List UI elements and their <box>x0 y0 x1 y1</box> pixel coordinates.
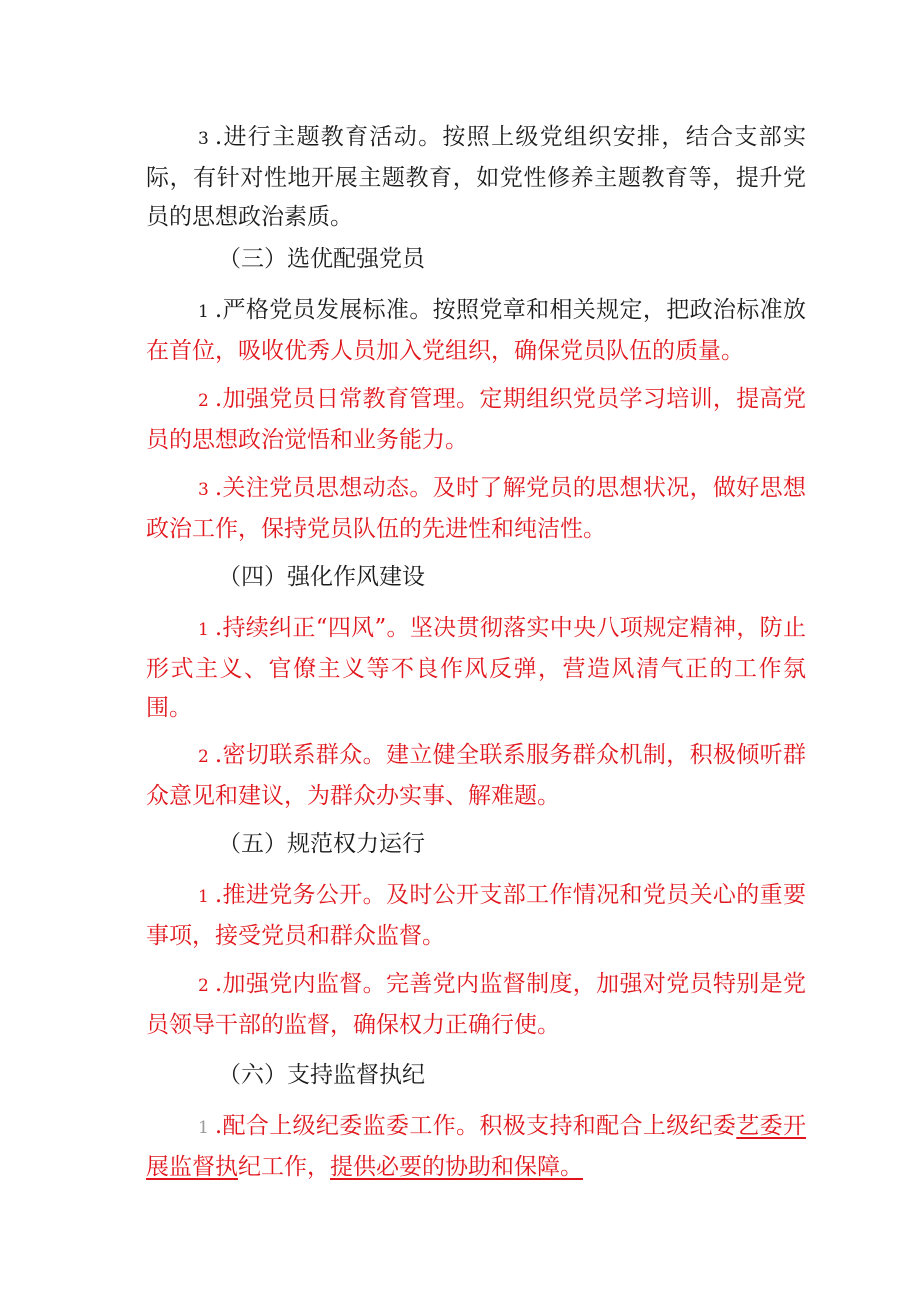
paragraph-text-a: .配合上级纪委监委工作。积极支持和配合上级纪委 <box>214 1113 737 1139</box>
item-number: 2 <box>198 976 215 996</box>
paragraph-text: .持续纠正“四风”。坚决贯彻落实中央八项规定精神，防止形式主义、官僚主义等不良作风反弹，营造风清气正的工作氛围。 <box>146 615 806 721</box>
paragraph-item-3-theme-education <box>146 118 806 237</box>
item-number: 1 <box>198 1118 215 1138</box>
paragraph-text-underlined-e: 提供必要的协助和保障。 <box>330 1154 583 1180</box>
paragraph-item-2-contact-masses <box>146 736 806 816</box>
paragraph-text-black: .严格党员发展标准。按照党章和相关规定，把政治标准放 <box>214 297 806 323</box>
item-number: 3 <box>198 480 215 500</box>
section-heading-4: （四）强化作风建设 <box>218 564 425 590</box>
paragraph-text-red: 在首位，吸收优秀人员加入党组织，确保党员队伍的质量。 <box>146 338 744 364</box>
paragraph-text: .关注党员思想动态。及时了解党员的思想状况，做好思想政治工作，保持党员队伍的先进性和纯洁性。 <box>146 475 806 542</box>
paragraph-text: .密切联系群众。建立健全联系服务群众机制，积极倾听群众意见和建议，为群众办实事、解难题。 <box>146 742 806 809</box>
item-number: 1 <box>198 887 215 907</box>
section-heading-6: （六）支持监督执纪 <box>218 1062 425 1088</box>
item-number: 1 <box>198 620 215 640</box>
paragraph-text: .推进党务公开。及时公开支部工作情况和党员关心的重要事项，接受党员和群众监督。 <box>146 882 806 949</box>
paragraph-text-d: 纪工作， <box>238 1154 330 1180</box>
item-number: 2 <box>198 747 215 767</box>
paragraph-item-2-internal-supervision <box>146 965 806 1045</box>
paragraph-text-underlined-b: 艺委开 <box>736 1113 807 1139</box>
paragraph-text: .加强党内监督。完善党内监督制度，加强对党员特别是党员领导干部的监督，确保权力正确行使。 <box>146 971 806 1038</box>
item-number: 2 <box>198 391 215 411</box>
paragraph-item-1-membership-standard <box>146 291 806 371</box>
item-number: 3 <box>198 129 215 149</box>
paragraph-item-1-discipline-support <box>146 1107 806 1187</box>
section-heading-5: （五）规范权力运行 <box>218 831 425 857</box>
paragraph-text: .加强党员日常教育管理。定期组织党员学习培训，提高党员的思想政治觉悟和业务能力。 <box>146 386 806 453</box>
paragraph-item-3-member-thoughts <box>146 469 806 549</box>
paragraph-text-underlined-c: 展监督执 <box>146 1154 238 1180</box>
paragraph-item-2-member-education <box>146 380 806 460</box>
item-number: 1 <box>198 302 215 322</box>
paragraph-item-1-four-winds <box>146 609 806 728</box>
paragraph-item-1-party-affairs-open <box>146 876 806 956</box>
section-heading-3: （三）选优配强党员 <box>218 246 425 272</box>
paragraph-text: .进行主题教育活动。按照上级党组织安排，结合支部实际，有针对性地开展主题教育，如党性修养主题教育等，提升党员的思想政治素质。 <box>146 124 806 230</box>
